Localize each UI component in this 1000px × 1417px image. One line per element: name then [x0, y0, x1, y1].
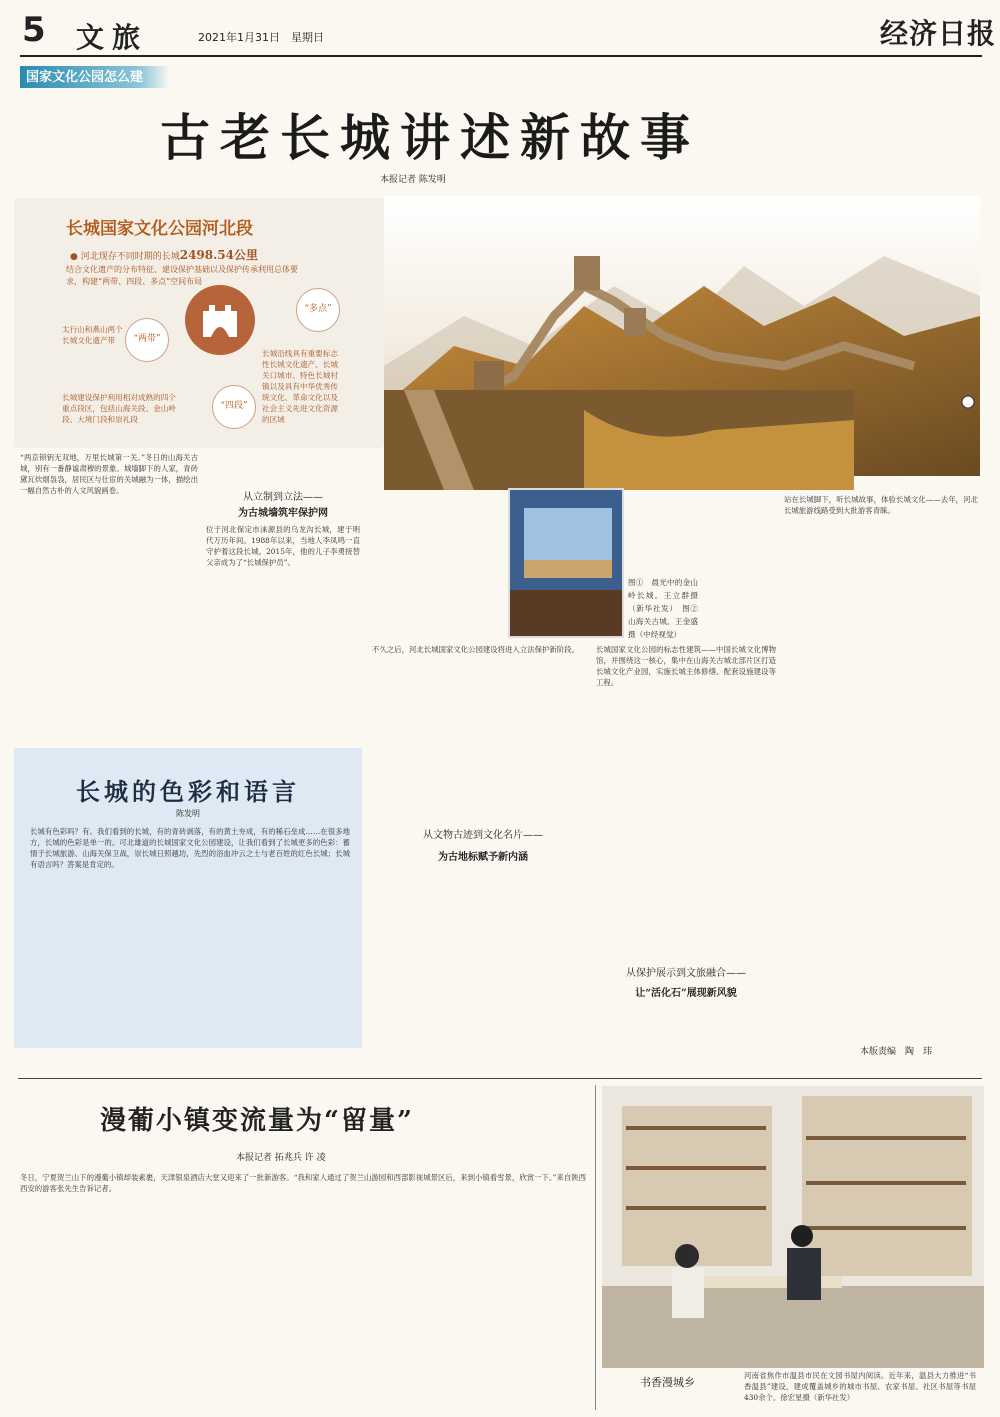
- infographic-stat: ● 河北现存不同时期的长城2498.54公里: [70, 248, 259, 262]
- subhead-c2: 让“活化石”展现新风貌: [635, 988, 737, 999]
- infographic-desc: 结合文化遗产的分布特征、建设保护基础以及保护传承利用总体要求，构建“两带、四段、多点”空间布局: [66, 265, 298, 286]
- header-rule: [20, 55, 982, 57]
- infographic-note-2: 长城沿线具有重要标志性长城文化遗产、长城关口城市、特色长城村镇以及具有中华优秀传统文化、革命文化以及社会主义先进文化资源的区域: [262, 349, 338, 424]
- issue-date: 2021年1月31日 星期日: [198, 31, 324, 44]
- topic-banner: 国家文化公园怎么建: [20, 66, 170, 88]
- shanhaiguan-photo: [508, 488, 624, 638]
- col-1-text: “两京锁钥无双地，万里长城第一关。”冬日的山海关古城，别有一番静谧肃穆的景象。城墙脚下的人家，青砖黛瓦炊烟袅袅，居民区与仕宦的关城融为一体，描绘出一幅自然古朴的人文风貌画卷。: [20, 453, 198, 496]
- bubble-liangdai: “两带”: [125, 318, 169, 362]
- newspaper-logo: 经济日报: [880, 17, 997, 50]
- library-photo: [602, 1086, 984, 1368]
- infographic-note-1: 太行山和燕山两个长城文化遗产带: [62, 325, 123, 345]
- bottom-text: 冬日，宁夏贺兰山下的漫葡小镇却装素裹，天津银泉酒店大堂又迎来了一批新游客。“我和家人通过了贺兰山游园和西部影视城景区后，来到小镇看雪景，欣赏一下。”来自陕西西安的游客张先生告诉记者。: [20, 1173, 586, 1194]
- library-caption: 河南省焦作市温县市民在文园书屋内阅读。近年来，温县大力推进“书香温县”建设，建成覆盖城乡的城市书屋、农家书屋、社区书屋等书屋430余个。徐宏星摄（新华社发）: [744, 1371, 976, 1402]
- great-wall-photo-lower: [384, 390, 854, 490]
- bottom-headline: 漫葡小镇变流量为“留量”: [100, 1106, 414, 1136]
- subhead-b1: 从文物古迹到文化名片——: [423, 830, 543, 841]
- photo-caption: 图① 晨光中的金山岭长城。王立群摄（新华社发） 图② 山海关古城。王金盛摄（中经视觉）: [628, 578, 706, 639]
- bottom-byline: 本报记者 拓兆兵 许 凌: [236, 1153, 326, 1163]
- section-title: 文旅: [76, 21, 149, 54]
- subhead-a2: 为古城墙筑牢保护网: [238, 508, 328, 519]
- library-photo-title: 书香漫城乡: [640, 1376, 695, 1389]
- main-headline: 古老长城讲述新故事: [160, 109, 700, 167]
- col-3-text: 不久之后，河北长城国家文化公园建设将进入立法保护新阶段。: [372, 645, 579, 654]
- main-byline: 本报记者 陈发明: [380, 175, 446, 185]
- sidebar-author: 陈发明: [176, 809, 200, 818]
- wall-icon: [185, 285, 255, 355]
- column-divider: [595, 1085, 596, 1410]
- subhead-c1: 从保护展示到文旅融合——: [626, 968, 746, 979]
- col-4-text: 长城国家文化公园的标志性建筑——中国长城文化博物馆，并围绕这一核心，集中在山海关古城北部片区打造长城文化产业园，实施长城主体修缮、配套设施建设等工程。: [596, 645, 776, 688]
- section-divider: [18, 1078, 982, 1079]
- bubble-siduan: “四段”: [212, 385, 256, 429]
- page-number: 5: [22, 10, 46, 50]
- sidebar-title: 长城的色彩和语言: [76, 777, 300, 806]
- sidebar-text: 长城有色彩吗？有。我们看到的长城，有的青砖剥落，有的黄土夯成，有的稀石垒成……在很多地方，长城的色彩是单一的。可北雄道的长城国家文化公园建设，让我们看到了长城更多的色彩：蓄情于长城旅游、山海关保卫战，崇长城日照越坊，先烈的浴血冲云之士与老百姓的红色长城；长城有语言吗？答案是肯定的。: [30, 827, 350, 870]
- col-5-text: 站在长城脚下，听长城故事，体验长城文化——去年，河北长城旅游线路受到大批游客青睐。: [784, 495, 978, 516]
- infographic-title: 长城国家文化公园河北段: [66, 219, 253, 239]
- infographic-note-3: 长城建设保护利用相对成熟的四个重点段区，包括山海关段、金山岭段、大境门段和崇礼段: [62, 393, 176, 424]
- editor-credit: 本版责编 陶 玮: [860, 1047, 933, 1057]
- bubble-duodian: “多点”: [296, 288, 340, 332]
- col-2-text: 位于河北保定市涞源县的乌龙沟长城，建于明代万历年间。1988年以来，当地人李凤鸣一直守护着这段长城。2015年，他的儿子李勇接替父亲成为了“长城保护员”。: [206, 525, 360, 568]
- subhead-b2: 为古地标赋予新内涵: [438, 852, 528, 863]
- subhead-a1: 从立制到立法——: [243, 492, 323, 503]
